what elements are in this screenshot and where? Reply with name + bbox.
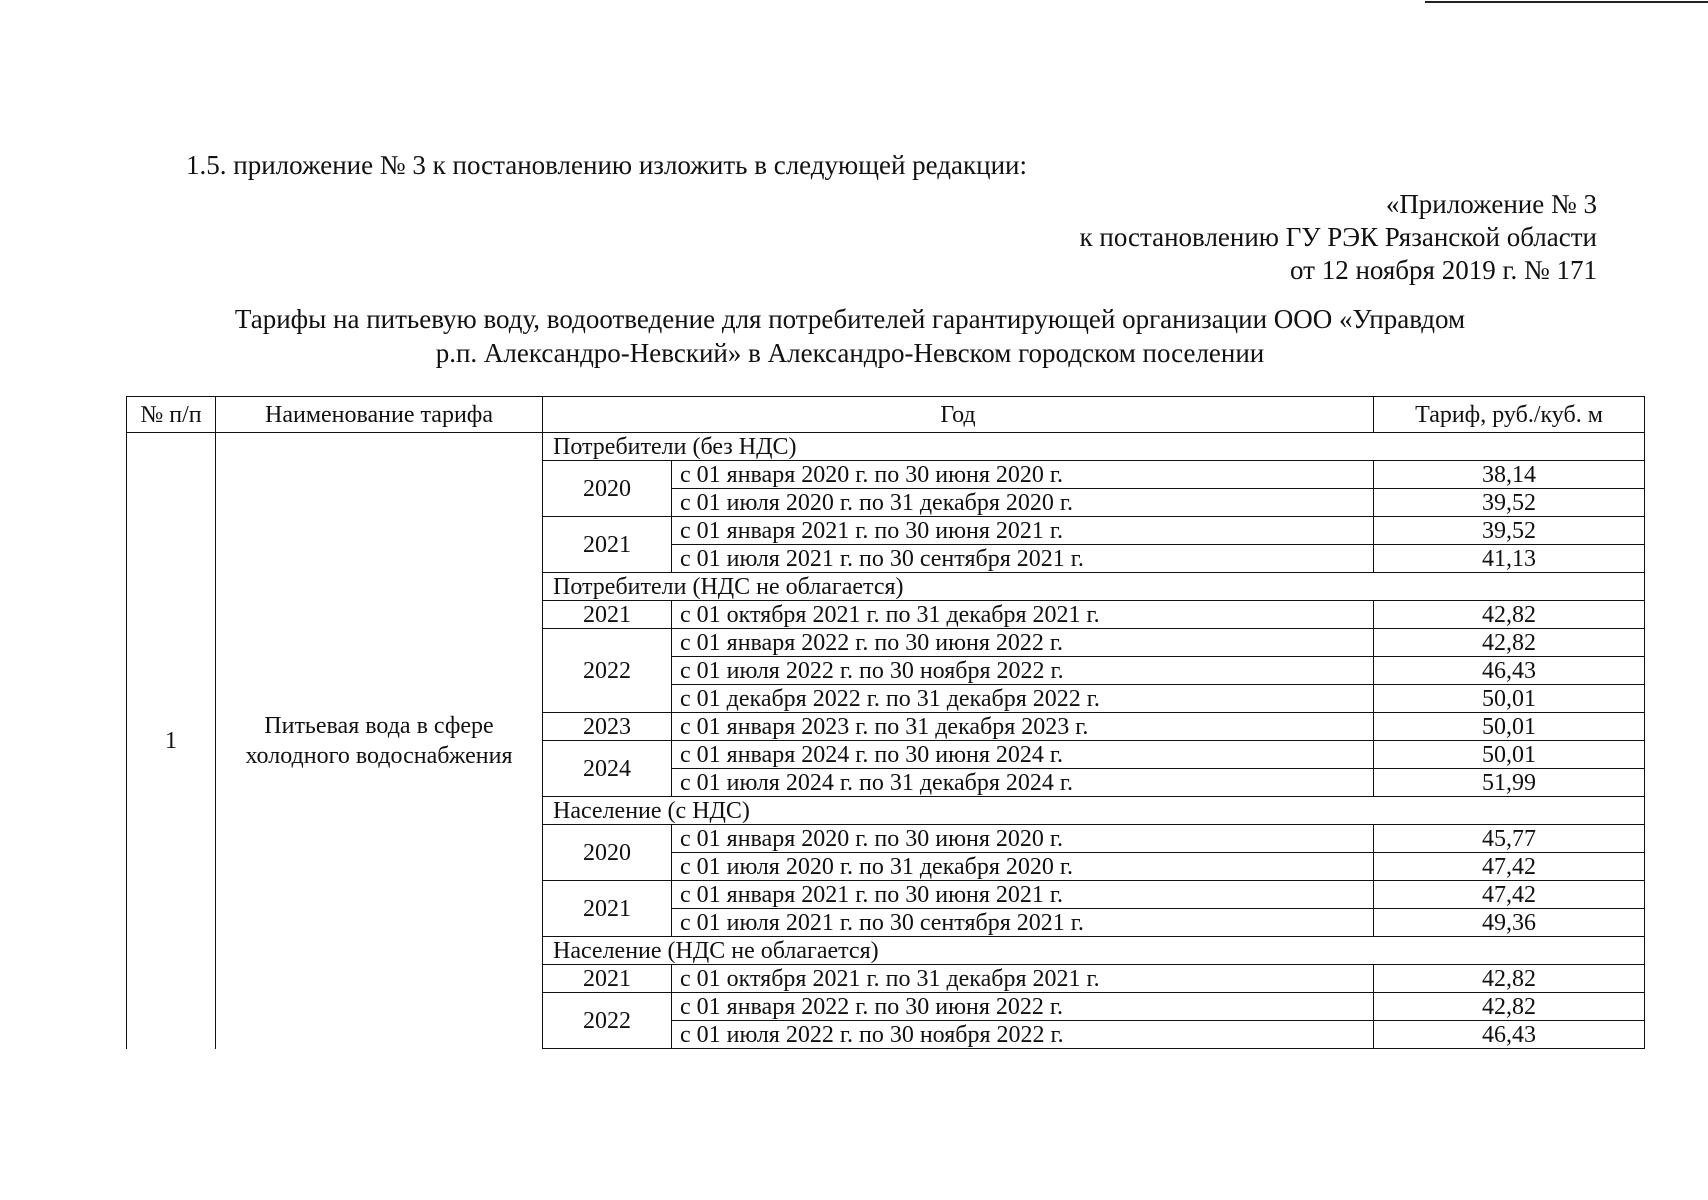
table-header-row [127,397,1645,433]
group-row [127,433,1645,461]
tariff-value-cell: 42,82 [1374,993,1645,1021]
appendix-line-3: от 12 ноября 2019 г. № 171 [1290,255,1597,285]
consumer-group-label: Потребители (без НДС) [543,433,1645,461]
appendix-line-1: «Приложение № 3 [1385,189,1597,219]
year-cell: 2021 [543,601,672,629]
tariff-value-cell: 47,42 [1374,853,1645,881]
period-cell: с 01 января 2020 г. по 30 июня 2020 г. [672,461,1374,489]
tariff-value-cell: 41,13 [1374,545,1645,573]
tariff-value-cell: 42,82 [1374,965,1645,993]
appendix-reference [1080,188,1597,287]
tariff-value-cell: 47,42 [1374,881,1645,909]
tariff-value-cell: 42,82 [1374,629,1645,657]
tariff-name: Питьевая вода в сфере холодного водоснабжения [216,433,543,1049]
year-cell: 2020 [543,825,672,881]
period-cell: с 01 октября 2021 г. по 31 декабря 2021 г. [672,965,1374,993]
period-cell: с 01 октября 2021 г. по 31 декабря 2021 г. [672,601,1374,629]
period-cell: с 01 июля 2022 г. по 30 ноября 2022 г. [672,1021,1374,1049]
title-line-1: Тарифы на питьевую воду, водоотведение для потребителей гарантирующей организации ООО «Управдом [234,304,1466,334]
year-cell: 2023 [543,713,672,741]
tariff-value-cell: 45,77 [1374,825,1645,853]
tariff-value-cell: 46,43 [1374,657,1645,685]
year-cell: 2024 [543,741,672,797]
year-cell: 2021 [543,965,672,993]
intro-text: 1.5. приложение № 3 к постановлению изложить в следующей редакции: [186,150,1027,180]
table-body [127,433,1645,1049]
period-cell: с 01 июля 2021 г. по 30 сентября 2021 г. [672,909,1374,937]
tariff-value-cell: 39,52 [1374,489,1645,517]
period-cell: с 01 января 2024 г. по 30 июня 2024 г. [672,741,1374,769]
tariff-value-cell: 49,36 [1374,909,1645,937]
period-cell: с 01 июля 2021 г. по 30 сентября 2021 г. [672,545,1374,573]
tariff-value-cell: 42,82 [1374,601,1645,629]
tariff-value-cell: 38,14 [1374,461,1645,489]
top-rule [1425,1,1708,3]
row-number: 1 [127,433,216,1049]
period-cell: с 01 января 2023 г. по 31 декабря 2023 г. [672,713,1374,741]
tariff-value-cell: 50,01 [1374,741,1645,769]
year-cell: 2021 [543,517,672,573]
year-cell: 2020 [543,461,672,517]
tariff-value-cell: 50,01 [1374,713,1645,741]
appendix-line-2: к постановлению ГУ РЭК Рязанской области [1079,222,1597,252]
period-cell: с 01 декабря 2022 г. по 31 декабря 2022 г. [672,685,1374,713]
period-cell: с 01 января 2021 г. по 30 июня 2021 г. [672,881,1374,909]
year-cell: 2022 [543,993,672,1049]
consumer-group-label: Население (с НДС) [543,797,1645,825]
period-cell: с 01 июля 2020 г. по 31 декабря 2020 г. [672,489,1374,517]
title-line-2: р.п. Александро-Невский» в Александро-Невском городском поселении [435,338,1265,368]
tariff-value-cell: 51,99 [1374,769,1645,797]
year-cell: 2022 [543,629,672,713]
period-cell: с 01 января 2021 г. по 30 июня 2021 г. [672,517,1374,545]
document-title [160,302,1540,370]
header-tariff-value: Тариф, руб./куб. м [1374,397,1645,433]
period-cell: с 01 июля 2022 г. по 30 ноября 2022 г. [672,657,1374,685]
tariff-value-cell: 50,01 [1374,685,1645,713]
period-cell: с 01 июля 2020 г. по 31 декабря 2020 г. [672,853,1374,881]
period-cell: с 01 января 2022 г. по 30 июня 2022 г. [672,629,1374,657]
tariff-value-cell: 39,52 [1374,517,1645,545]
header-tariff-name: Наименование тарифа [216,397,543,433]
period-cell: с 01 января 2020 г. по 30 июня 2020 г. [672,825,1374,853]
tariff-table [126,396,1645,1049]
header-number: № п/п [127,397,216,433]
year-cell: 2021 [543,881,672,937]
consumer-group-label: Потребители (НДС не облагается) [543,573,1645,601]
period-cell: с 01 января 2022 г. по 30 июня 2022 г. [672,993,1374,1021]
header-year: Год [543,397,1374,433]
tariff-value-cell: 46,43 [1374,1021,1645,1049]
consumer-group-label: Население (НДС не облагается) [543,937,1645,965]
period-cell: с 01 июля 2024 г. по 31 декабря 2024 г. [672,769,1374,797]
